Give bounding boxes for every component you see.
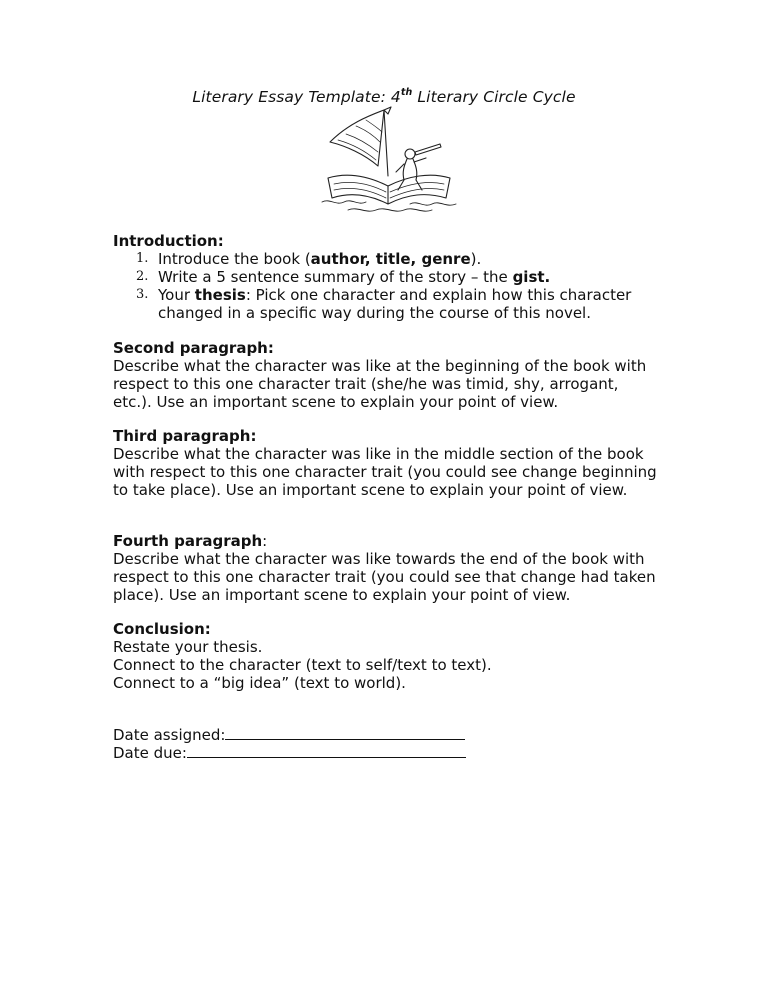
third-paragraph-section xyxy=(113,427,673,499)
second-paragraph-text: Describe what the character was like at the beginning of the book with respect to this one character trait (she/he was timid, shy, arrogant, etc.). Use an important scene to explain your point of view. xyxy=(113,357,647,411)
list-item-bold: gist. xyxy=(512,268,551,286)
date-assigned-row xyxy=(113,726,673,744)
date-due-row xyxy=(113,744,673,762)
date-assigned-label: Date assigned: xyxy=(113,726,226,744)
list-item-text: Introduce the book ( xyxy=(158,250,311,268)
list-item-text: Write a 5 sentence summary of the story – the xyxy=(158,268,513,286)
list-number: 3. xyxy=(136,287,149,302)
book-boat-illustration xyxy=(318,106,460,216)
list-item xyxy=(113,268,673,286)
date-due-line xyxy=(187,744,466,758)
list-number: 2. xyxy=(136,269,149,284)
title-text: Literary Essay Template: 4 xyxy=(192,88,401,107)
fourth-paragraph-section xyxy=(113,532,673,604)
fourth-paragraph-heading-row xyxy=(113,532,673,550)
conclusion-line: Connect to the character (text to self/text to text). xyxy=(113,656,492,674)
title-text-end: Literary Circle Cycle xyxy=(412,88,576,107)
conclusion-heading: Conclusion: xyxy=(113,620,211,638)
title-superscript: th xyxy=(400,87,413,98)
list-item-bold: author, title, genre xyxy=(310,250,471,268)
conclusion-section xyxy=(113,620,673,692)
list-item-text: : Pick one character and explain how this character changed in a specific way during the course of this novel. xyxy=(158,286,632,322)
fourth-paragraph-colon: : xyxy=(262,532,268,550)
introduction-list xyxy=(113,250,673,322)
page-title xyxy=(0,88,768,106)
second-paragraph-section xyxy=(113,339,673,411)
date-due-label: Date due: xyxy=(113,744,187,762)
list-item xyxy=(113,286,673,322)
list-number: 1. xyxy=(136,251,149,266)
second-paragraph-heading: Second paragraph: xyxy=(113,339,274,357)
fourth-paragraph-heading: Fourth paragraph xyxy=(113,532,263,550)
list-item-bold: thesis xyxy=(194,286,246,304)
list-item-text: ). xyxy=(470,250,482,268)
list-item-text: Your xyxy=(158,286,195,304)
dates-section xyxy=(113,726,673,762)
list-item xyxy=(113,250,673,268)
third-paragraph-text: Describe what the character was like in the middle section of the book with respect to this one character trait (you could see change beginning to take place). Use an important scene to explain your point of view. xyxy=(113,445,657,499)
third-paragraph-heading: Third paragraph: xyxy=(113,427,257,445)
conclusion-line: Restate your thesis. xyxy=(113,638,263,656)
fourth-paragraph-text: Describe what the character was like towards the end of the book with respect to this one character trait (you could see that change had taken place). Use an important scene to explain your point of view. xyxy=(113,550,656,604)
conclusion-line: Connect to a “big idea” (text to world). xyxy=(113,674,406,692)
introduction-heading: Introduction: xyxy=(113,232,224,250)
date-assigned-line xyxy=(225,726,465,740)
introduction-section xyxy=(113,232,673,322)
